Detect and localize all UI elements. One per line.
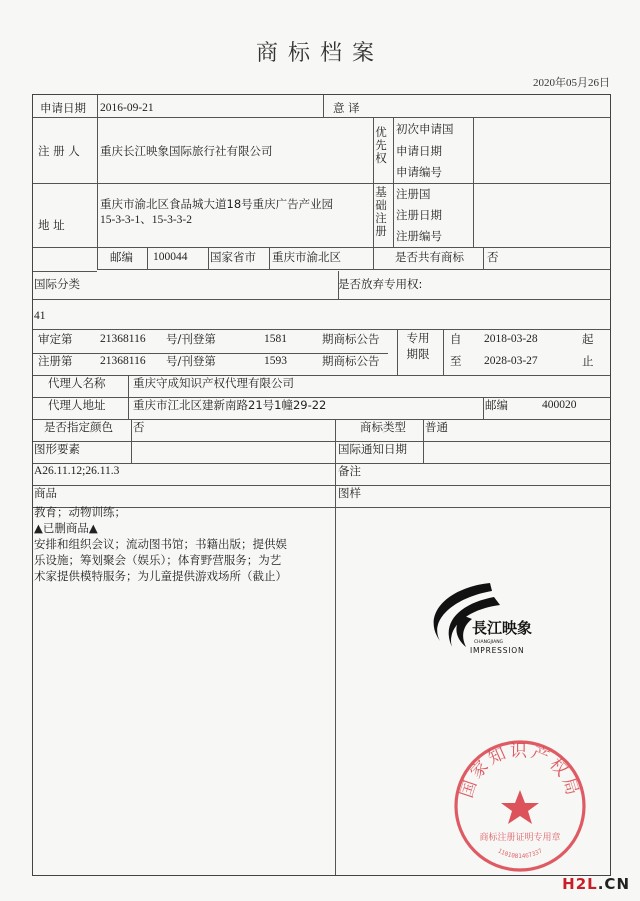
logo-small-text: CHANGJIANG (474, 640, 504, 645)
seal-star-icon (501, 790, 539, 824)
goods-line-3: 安排和组织会议；流动图书馆；书籍出版；提供娱 (34, 537, 287, 551)
address-label: 地 址 (38, 218, 65, 232)
reg-gazette-label: 期商标公告 (322, 354, 380, 368)
intl-class-label: 国际分类 (34, 277, 80, 291)
color-value: 否 (133, 420, 145, 434)
address-line-2: 15-3-3-1、15-3-3-2 (100, 214, 192, 226)
changjiang-impression-logo (410, 575, 560, 665)
logo-cn-text: 長江映象 (472, 619, 533, 637)
agent-postcode-label: 邮编 (485, 398, 508, 412)
pattern-label: 图样 (338, 486, 361, 500)
seal-subtitle: 商标注册证明专用章 (479, 833, 561, 843)
registrant-value: 重庆长江映象国际旅行社有限公司 (100, 144, 273, 158)
exam-issue-value: 1581 (264, 333, 287, 345)
period-end-value: 2028-03-27 (484, 355, 538, 367)
period-end-suffix: 止 (582, 354, 594, 368)
goods-line-5: 术家提供模特服务；为儿童提供游戏场所（截止） (34, 569, 287, 583)
period-start-suffix: 起 (582, 332, 594, 346)
exclusive-period-label: 专用期限 (406, 331, 430, 361)
intl-class-value: 41 (34, 310, 46, 322)
watermark-h2l: H2L (562, 875, 598, 893)
reg-issue-label: 号/刊登第 (166, 354, 216, 368)
goods-line-2: ▲已删商品▲ (34, 521, 98, 535)
translation-label: 意 译 (333, 101, 360, 115)
svg-text:1101081467337 (497, 847, 544, 860)
mark-type-value: 普通 (425, 420, 448, 434)
priority-date-label: 申请日期 (396, 144, 442, 158)
seal-text: 国家知识产权局 (457, 741, 583, 801)
exam-number: 21368116 (100, 333, 146, 345)
postcode-value: 100044 (153, 251, 188, 263)
reg-issue-value: 1593 (264, 355, 287, 367)
remarks-label: 备注 (338, 464, 361, 478)
priority-number-label: 申请编号 (396, 165, 442, 179)
agent-postcode-value: 400020 (542, 399, 577, 411)
reg-number-label: 注册编号 (396, 229, 442, 243)
figure-elements-label: 图形要素 (34, 442, 80, 456)
period-start-value: 2018-03-28 (484, 333, 538, 345)
agent-address-value: 重庆市江北区建新南路21号1幢29-22 (133, 398, 327, 412)
print-date: 2020年05月26日 (533, 77, 610, 89)
goods-line-4: 乐设施；筹划聚会（娱乐）；体育野营服务；为艺 (34, 553, 282, 567)
reg-country-label: 注册国 (396, 187, 431, 201)
address-line-1: 重庆市渝北区食品城大道18号重庆广告产业园 (100, 197, 334, 211)
page-title: 商标档案 (255, 41, 384, 66)
priority-label: 优先权 (375, 125, 387, 165)
period-to-label: 至 (450, 354, 462, 368)
reg-no-value: 21368116 (100, 355, 146, 367)
country-city-label: 国家省市 (210, 250, 256, 264)
exam-label: 审定第 (38, 332, 73, 346)
exam-gazette-label: 期商标公告 (322, 332, 380, 346)
country-city-value: 重庆市渝北区 (272, 250, 341, 264)
waive-label: 是否放弃专用权: (338, 277, 423, 291)
color-label: 是否指定颜色 (44, 420, 113, 434)
agent-name-label: 代理人名称 (48, 376, 106, 390)
reg-date-label: 注册日期 (396, 208, 442, 222)
exam-issue-label: 号/刊登第 (166, 332, 216, 346)
reg-no-label: 注册第 (38, 354, 73, 368)
mark-type-label: 商标类型 (360, 420, 406, 434)
watermark-cn: .CN (597, 875, 630, 893)
shared-mark-value: 否 (487, 250, 499, 264)
registrant-label: 注 册 人 (38, 144, 80, 158)
intl-notice-label: 国际通知日期 (338, 442, 407, 456)
site-watermark (562, 875, 630, 893)
logo-en-text: IMPRESSION (470, 646, 525, 655)
first-country-label: 初次申请国 (396, 122, 454, 136)
basic-registration-label: 基础注册 (375, 185, 387, 238)
agent-name-value: 重庆守成知识产权代理有限公司 (133, 376, 294, 390)
figure-elements-value: A26.11.12;26.11.3 (34, 465, 120, 477)
period-from-label: 自 (450, 332, 462, 346)
goods-label: 商品 (34, 486, 57, 500)
shared-mark-label: 是否共有商标 (395, 250, 464, 264)
official-seal (452, 738, 588, 874)
postcode-label: 邮编 (110, 250, 133, 264)
apply-date-label: 申请日期 (40, 101, 86, 115)
apply-date-value: 2016-09-21 (100, 102, 154, 114)
agent-address-label: 代理人地址 (48, 398, 106, 412)
goods-line-1: 教育；动物训练； (34, 505, 126, 519)
seal-number: 1101081467337 (496, 847, 544, 861)
